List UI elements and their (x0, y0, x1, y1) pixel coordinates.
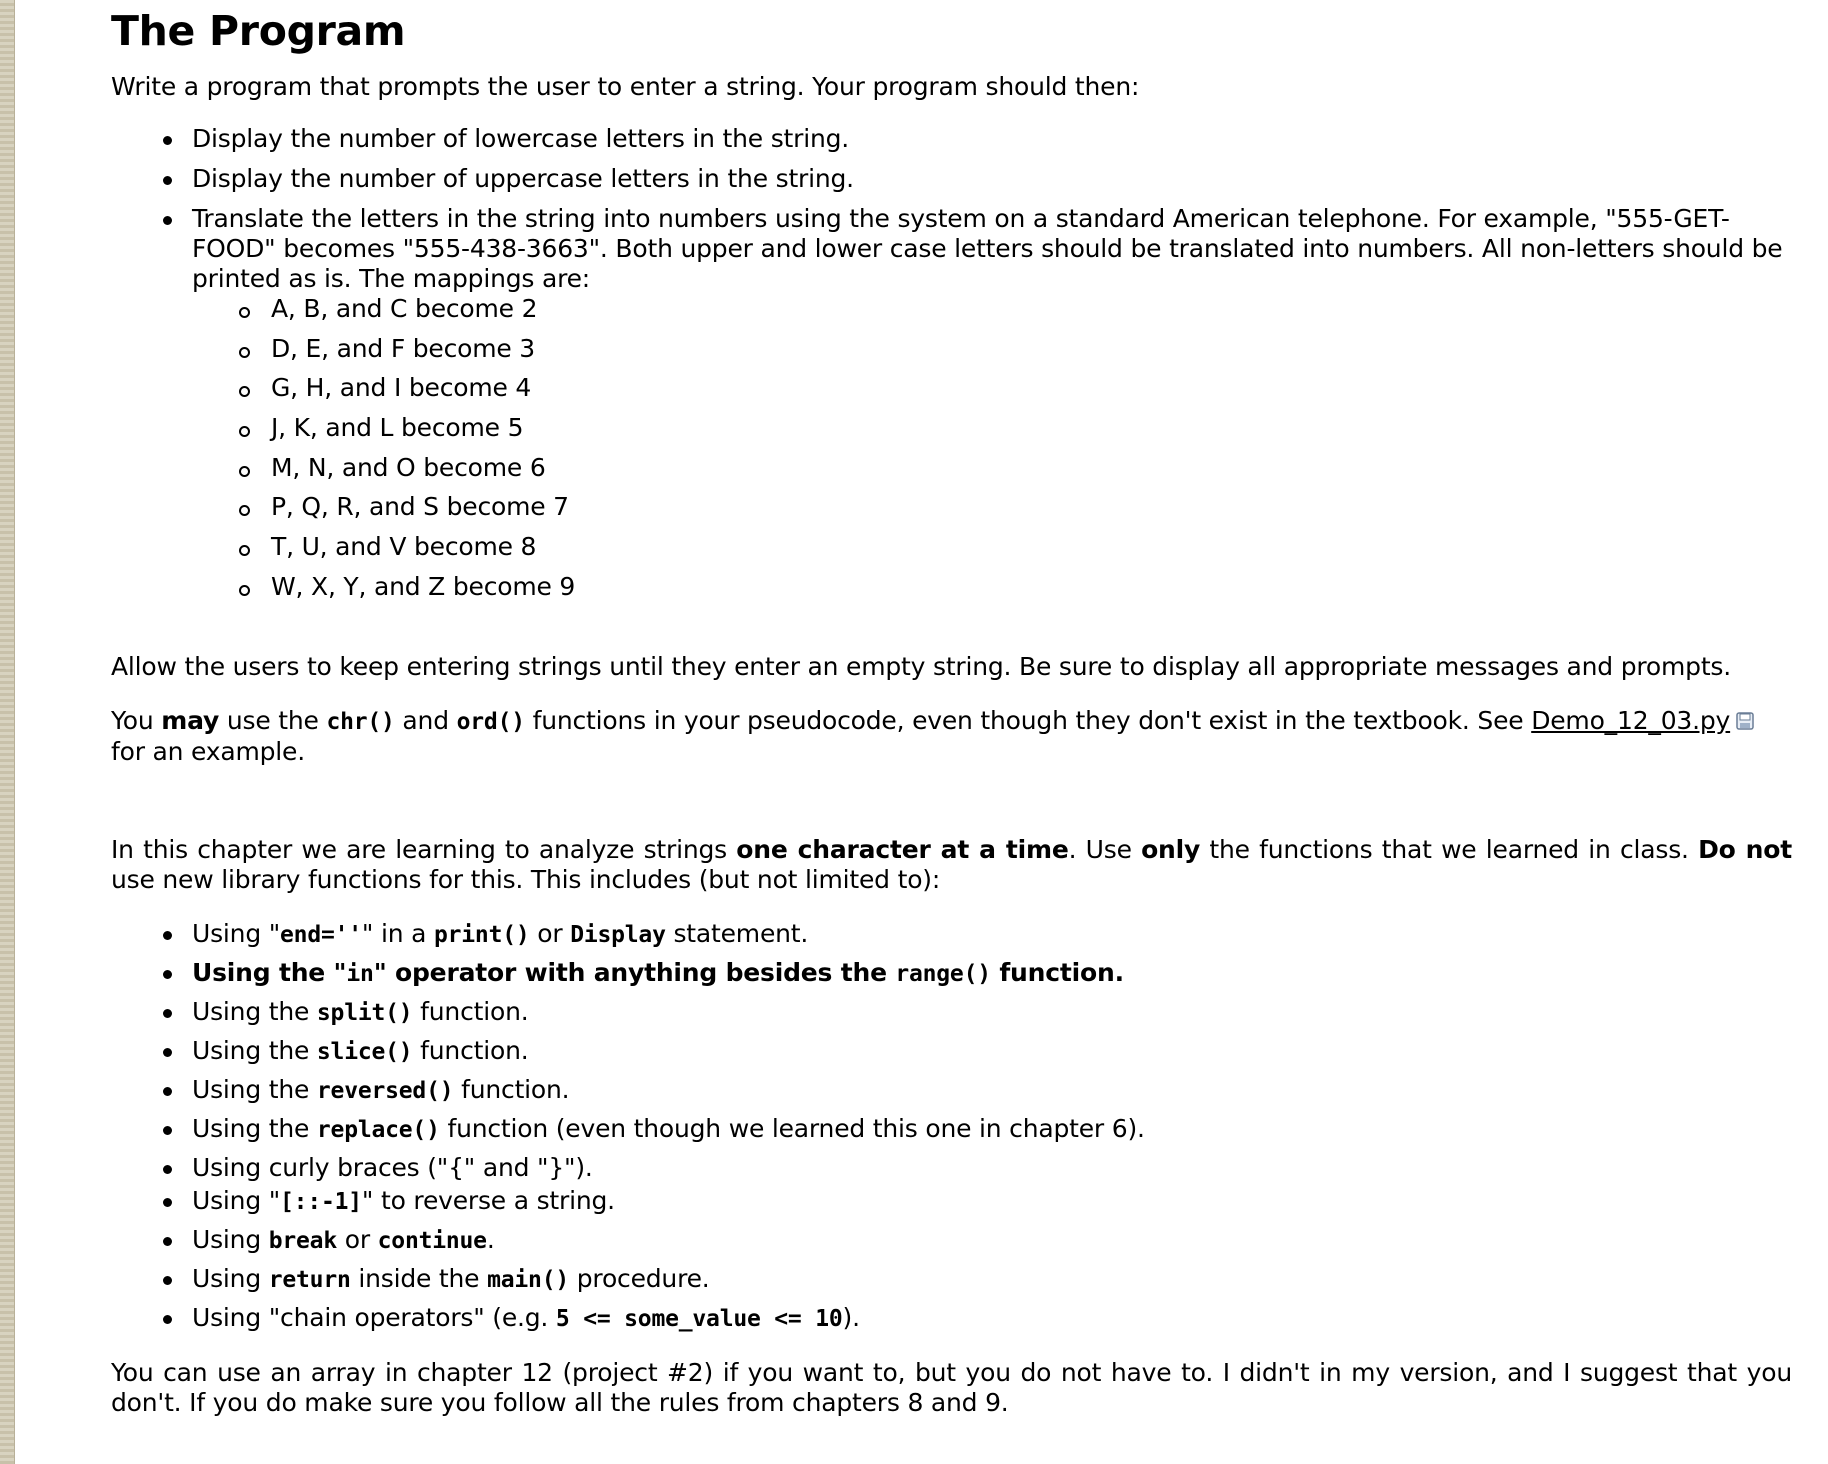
list-item: Using curly braces ("{" and "}"). (111, 1153, 1792, 1183)
floppy-disk-icon[interactable] (1736, 707, 1754, 725)
list-item: M, N, and O become 6 (111, 453, 1792, 483)
may-use-paragraph: You may use the chr() and ord() functions in your pseudocode, even though they don't exist in the textbook. See Demo_12_03.py for an example. (111, 706, 1792, 767)
list-item: Using "end=''" in a print() or Display statement. (111, 919, 1792, 950)
list-item: T, U, and V become 8 (111, 532, 1792, 562)
requirements-list (111, 124, 1792, 602)
list-item: Using "chain operators" (e.g. 5 <= some_value <= 10). (111, 1303, 1792, 1334)
list-item: Display the number of uppercase letters in the string. (111, 164, 1792, 194)
document-content (111, 0, 1792, 1418)
list-item: Using the reversed() function. (111, 1075, 1792, 1106)
list-item: G, H, and I become 4 (111, 373, 1792, 403)
chapter-paragraph: In this chapter we are learning to analyze strings one character at a time. Use only the functions that we learned in class. Do not use new library functions for this. This includes (but not limited to): (111, 835, 1792, 894)
allow-paragraph: Allow the users to keep entering strings until they enter an empty string. Be sure to display all appropriate messages and prompts. (111, 652, 1731, 681)
code-ord: ord() (456, 709, 525, 735)
intro-paragraph: Write a program that prompts the user to enter a string. Your program should then: (111, 72, 1140, 101)
demo-file-link[interactable]: Demo_12_03.py (1531, 706, 1731, 735)
list-item: D, E, and F become 3 (111, 334, 1792, 364)
emphasis: may (161, 706, 220, 735)
list-item: Using the split() function. (111, 997, 1792, 1028)
list-item: A, B, and C become 2 (111, 294, 1792, 324)
list-item: W, X, Y, and Z become 9 (111, 572, 1792, 602)
list-item: Using the "in" operator with anything besides the range() function. (111, 958, 1792, 989)
list-item: Using the slice() function. (111, 1036, 1792, 1067)
list-item: Using break or continue. (111, 1225, 1792, 1256)
list-item: Using the replace() function (even though we learned this one in chapter 6). (111, 1114, 1792, 1145)
list-item: P, Q, R, and S become 7 (111, 492, 1792, 522)
list-item: Using return inside the main() procedure. (111, 1264, 1792, 1295)
array-paragraph: You can use an array in chapter 12 (project #2) if you want to, but you do not have to. I didn't in my version, and I suggest that you don't. If you do make sure you follow all the rules from chapters 8 and 9. (111, 1358, 1792, 1417)
mappings-list (192, 294, 1792, 602)
code-chr: chr() (326, 709, 395, 735)
list-item: Display the number of lowercase letters in the string. (111, 124, 1792, 154)
page-title: The Program (111, 7, 406, 55)
list-item (111, 204, 1792, 602)
list-item: J, K, and L become 5 (111, 413, 1792, 443)
page-left-border (0, 0, 15, 1464)
list-item: Using "[::-1]" to reverse a string. (111, 1186, 1792, 1217)
restrictions-list (111, 919, 1792, 1334)
translate-text: Translate the letters in the string into numbers using the system on a standard American telephone. For example, "555-GET-FOOD" becomes "555-438-3663". Both upper and lower case letters should be translated into numbers. All non-letters should be printed as is. The mappings are: (192, 204, 1783, 293)
